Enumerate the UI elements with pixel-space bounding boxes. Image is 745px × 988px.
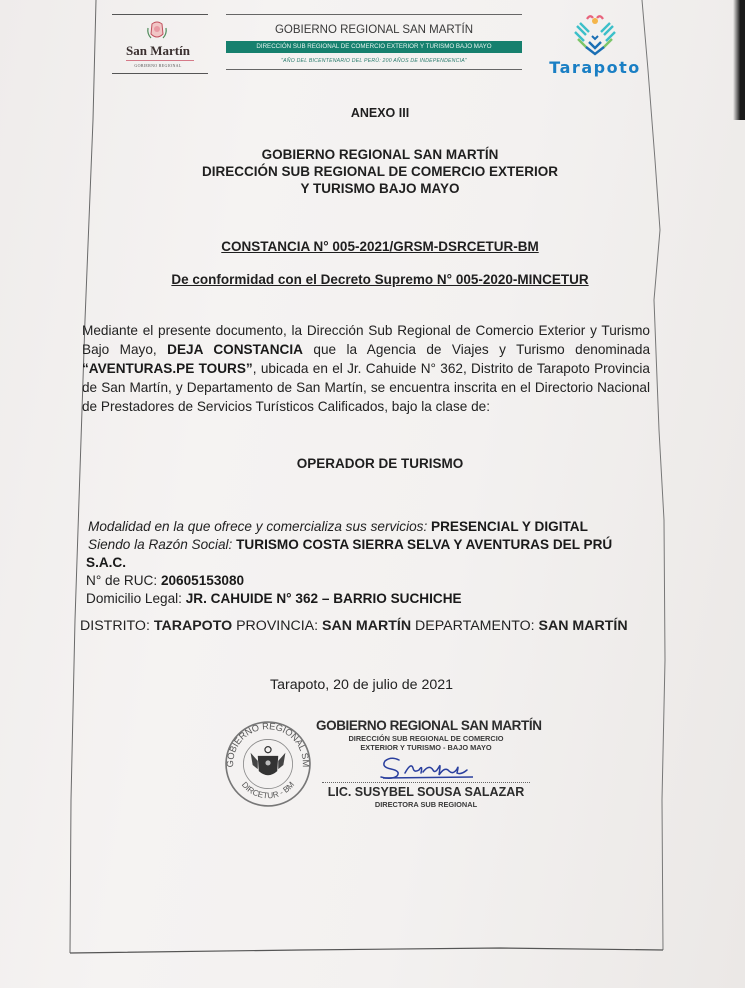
constancia-number: CONSTANCIA N° 005-2021/GRSM-DSRCETUR-BM xyxy=(221,239,539,254)
san-martin-logo xyxy=(108,14,208,74)
letterhead-title: GOBIERNO REGIONAL SAN MARTÍN xyxy=(274,24,474,36)
signatory-department: EXTERIOR Y TURISMO - BAJO MAYO xyxy=(360,743,492,752)
org-line: DIRECCIÓN SUB REGIONAL DE COMERCIO EXTERIOR xyxy=(201,164,559,179)
issue-date: Tarapoto, 20 de julio de 2021 xyxy=(270,677,454,693)
tarapoto-emblem-icon xyxy=(572,12,618,56)
org-line: GOBIERNO REGIONAL SAN MARTÍN xyxy=(261,147,499,162)
header-rule xyxy=(226,69,522,70)
field-label: Siendo la Razón Social: xyxy=(88,537,237,552)
letterhead-band: DIRECCIÓN SUB REGIONAL DE COMERCIO EXTERIOR Y TURISMO BAJO MAYO xyxy=(226,41,522,53)
field-modalidad xyxy=(88,518,588,536)
field-value: S.A.C. xyxy=(86,555,127,570)
header-rule xyxy=(226,14,522,15)
field-domicilio xyxy=(86,590,462,608)
registration-class: OPERADOR DE TURISMO xyxy=(296,456,464,471)
national-shield-icon xyxy=(251,747,286,776)
header-rule xyxy=(112,73,208,74)
stamp-bottom-text: DIRCETUR - BM xyxy=(239,780,297,801)
signatory-role: DIRECTORA SUB REGIONAL xyxy=(374,800,478,809)
letterhead-center xyxy=(226,14,522,74)
field-label: Modalidad en la que ofrece y comercializa sus servicios: xyxy=(88,519,432,534)
tarapoto-logo xyxy=(545,12,645,78)
official-seal-stamp xyxy=(224,720,312,808)
body-paragraph xyxy=(82,321,650,416)
annex-heading: ANEXO III xyxy=(350,106,410,120)
field-value: JR. CAHUIDE N° 362 – BARRIO SUCHICHE xyxy=(185,591,462,606)
field-value: TURISMO COSTA SIERRA SELVA Y AVENTURAS DEL PRÚ xyxy=(236,537,613,552)
san-martin-wordmark: San Martín xyxy=(126,43,190,58)
paragraph-emphasis: DEJA CONSTANCIA xyxy=(167,342,303,357)
signature-icon xyxy=(316,753,536,781)
paragraph-text: , ubicada en el Jr. Cahuide N° 362, Distrito de Tarapoto Provincia de San Martín, y Departamento de San Martín, se encuentra inscrita en el Directorio Nacional de Prestadores de Servicios Turísticos Calificados, bajo la clase de: xyxy=(82,361,650,414)
field-value: PRESENCIAL Y DIGITAL xyxy=(431,519,588,534)
signatory-department: DIRECCIÓN SUB REGIONAL DE COMERCIO xyxy=(348,734,504,743)
stamp-top-text: GOBIERNO REGIONAL SM xyxy=(225,721,311,768)
coat-of-arms-icon xyxy=(146,20,168,42)
field-value: SAN MARTÍN xyxy=(538,618,628,634)
logo-underline xyxy=(126,60,194,61)
field-value: SAN MARTÍN xyxy=(322,618,412,634)
signatory-name: LIC. SUSYBEL SOUSA SALAZAR xyxy=(327,785,525,799)
org-line: Y TURISMO BAJO MAYO xyxy=(300,181,460,196)
field-label: N° de RUC: xyxy=(86,573,161,588)
field-value: TARAPOTO xyxy=(153,618,233,634)
letterhead-motto: "AÑO DEL BICENTENARIO DEL PERÚ: 200 AÑOS DE INDEPENDENCIA" xyxy=(281,58,467,64)
field-ruc xyxy=(86,572,244,590)
signature-line xyxy=(322,782,530,783)
paragraph-text: Mediante el presente documento, la Dirección Sub Regional de Comercio Exterior y Turismo Bajo Mayo, xyxy=(82,323,650,357)
field-label: DISTRITO: xyxy=(80,618,154,634)
header-rule xyxy=(112,14,208,15)
location-line xyxy=(80,616,628,636)
signatory-organization: GOBIERNO REGIONAL SAN MARTÍN xyxy=(316,718,542,733)
field-value: 20605153080 xyxy=(160,573,245,588)
san-martin-subtitle: GOBIERNO REGIONAL xyxy=(134,63,182,68)
field-label: PROVINCIA: xyxy=(232,618,323,634)
field-razon-social xyxy=(88,536,612,554)
signature-block xyxy=(316,718,542,818)
tarapoto-wordmark: Tarapoto xyxy=(549,58,641,77)
handwritten-signature xyxy=(316,753,536,781)
paragraph-text: que la Agencia de Viajes y Turismo denominada xyxy=(302,342,651,357)
field-label: DEPARTAMENTO: xyxy=(411,618,539,634)
field-razon-social-cont xyxy=(86,554,126,572)
agency-name: “AVENTURAS.PE TOURS” xyxy=(82,361,253,376)
field-label: Domicilio Legal: xyxy=(86,591,186,606)
decreto-reference: De conformidad con el Decreto Supremo N° 005-2020-MINCETUR xyxy=(171,272,589,287)
issuing-organization xyxy=(90,146,670,197)
